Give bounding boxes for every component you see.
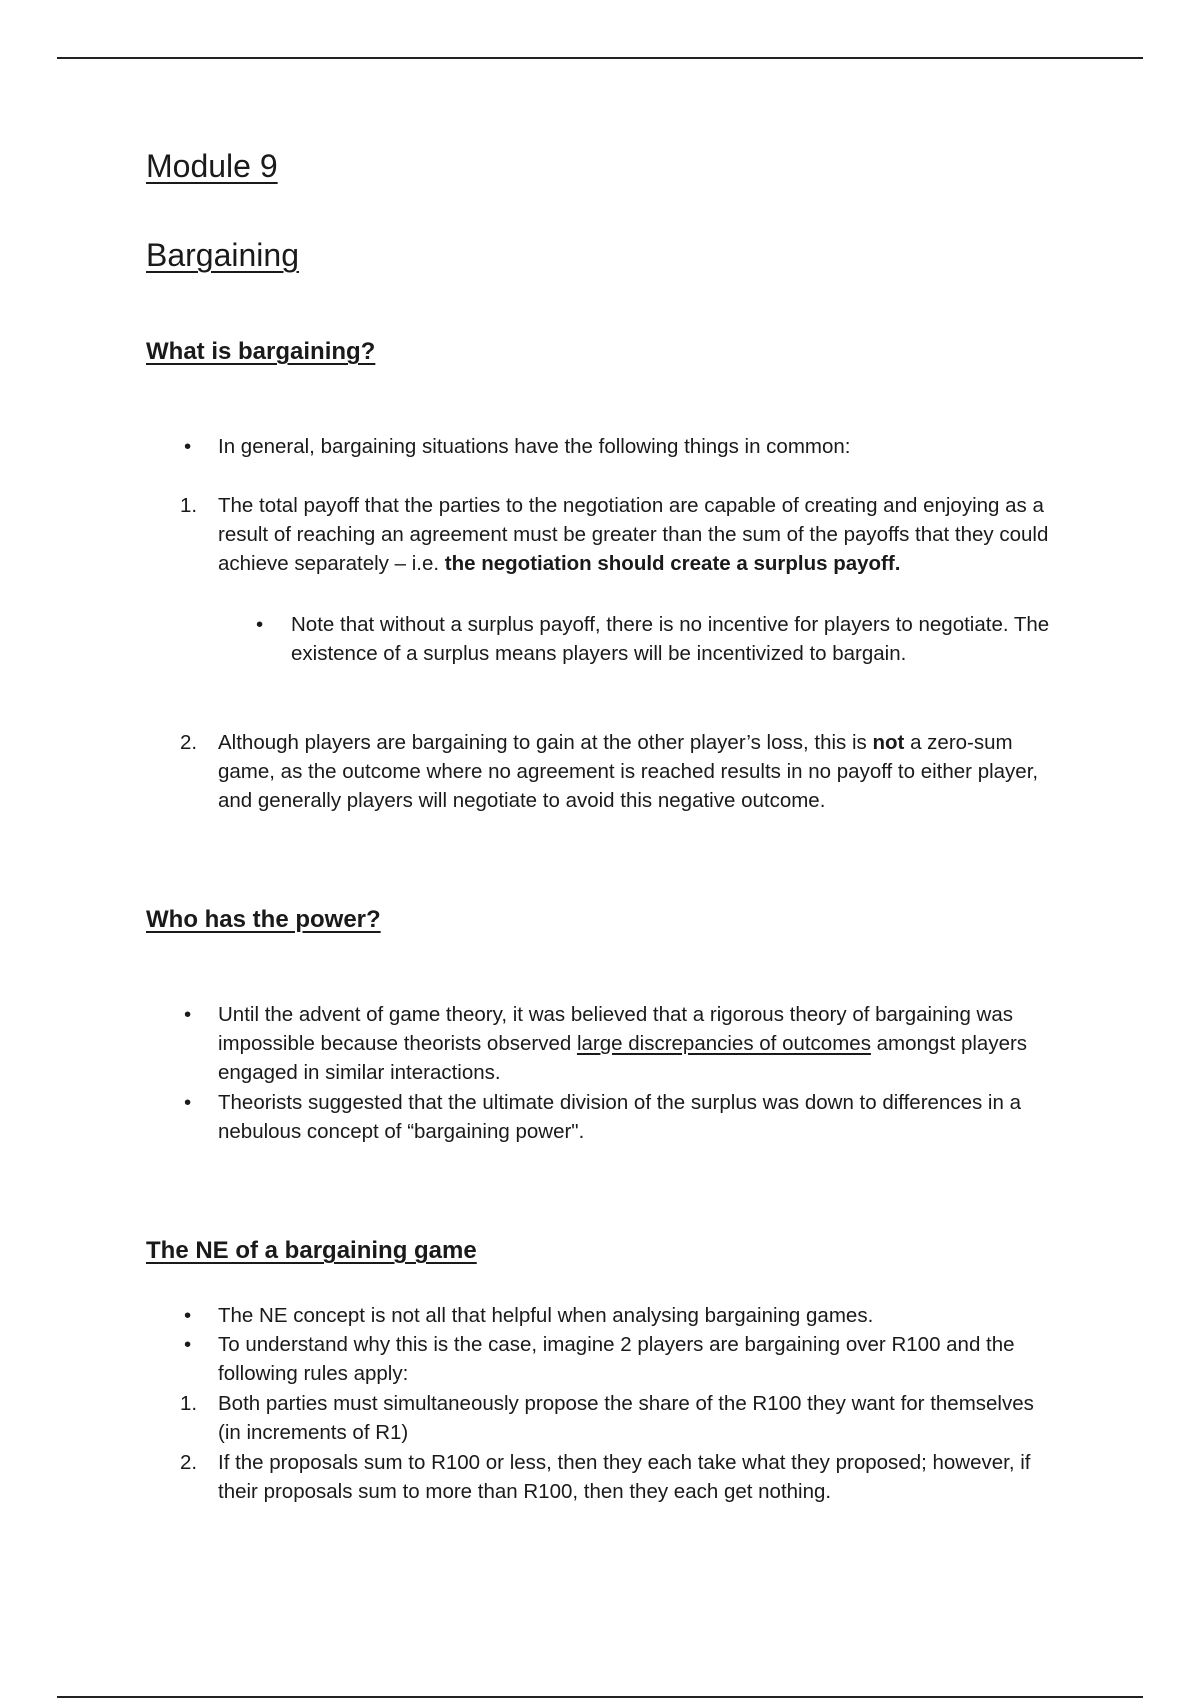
number-marker: 2. [180,1451,198,1474]
power-bullet2-text: Theorists suggested that the ultimate division of the surplus was down to differences in a nebulous concept of “bargaining power". [218,1091,1021,1143]
point2-emphasis: not [872,731,905,754]
point2-text [218,728,1058,815]
bullet-marker: • [184,435,192,458]
point2-body-a: Although players are bargaining to gain at the other player’s loss, this is [218,731,873,754]
power-bullet1-text [218,1000,1058,1087]
ne-rule2-text: If the proposals sum to R100 or less, then they each take what they proposed; however, if their proposals sum to more than R100, then they each get nothing. [218,1451,1031,1503]
bullet-marker: • [184,1304,192,1327]
sub-note-text: Note that without a surplus payoff, there is no incentive for players to negotiate. The existence of a surplus means players will be incentivized to bargain. [291,613,1050,665]
topic-title: Bargaining [146,237,299,273]
bullet-marker: • [256,613,264,636]
number-marker: 1. [180,494,198,517]
bullet-marker: • [184,1091,192,1114]
bottom-rule [57,1696,1143,1698]
ne-bullet1-text: The NE concept is not all that helpful when analysing bargaining games. [218,1304,874,1327]
heading-who-has-the-power: Who has the power? [146,906,381,933]
ne-bullet2-text: To understand why this is the case, imagine 2 players are bargaining over R100 and the following rules apply: [218,1333,1015,1385]
power-bullet1-body-b: amongst players engaged in similar interactions. [218,1032,1028,1084]
top-rule [57,57,1143,59]
point1-body: The total payoff that the parties to the negotiation are capable of creating and enjoying as a result of reaching an agreement must be greater than the sum of the payoffs that they could achieve separately – i.e. [218,494,1049,575]
power-bullet1-body-a: Until the advent of game theory, it was believed that a rigorous theory of bargaining was impossible because theorists observed [218,1003,1014,1055]
number-marker: 1. [180,1392,198,1415]
point1-text [218,491,1058,578]
bullet-marker: • [184,1003,192,1026]
point2-body-b: a zero-sum game, as the outcome where no agreement is reached results in no payoff to either player, and generally players will negotiate to avoid this negative outcome. [218,731,1039,812]
intro-text: In general, bargaining situations have the following things in common: [218,435,851,458]
bullet-marker: • [184,1333,192,1356]
number-marker: 2. [180,731,198,754]
point1-emphasis: the negotiation should create a surplus payoff. [444,552,901,575]
power-bullet1-underlined: large discrepancies of outcomes [576,1032,871,1055]
heading-what-is-bargaining: What is bargaining? [146,338,376,365]
ne-rule1-text: Both parties must simultaneously propose the share of the R100 they want for themselves (in increments of R1) [218,1392,1034,1444]
heading-ne-bargaining-game: The NE of a bargaining game [146,1237,477,1264]
module-title: Module 9 [146,148,278,184]
